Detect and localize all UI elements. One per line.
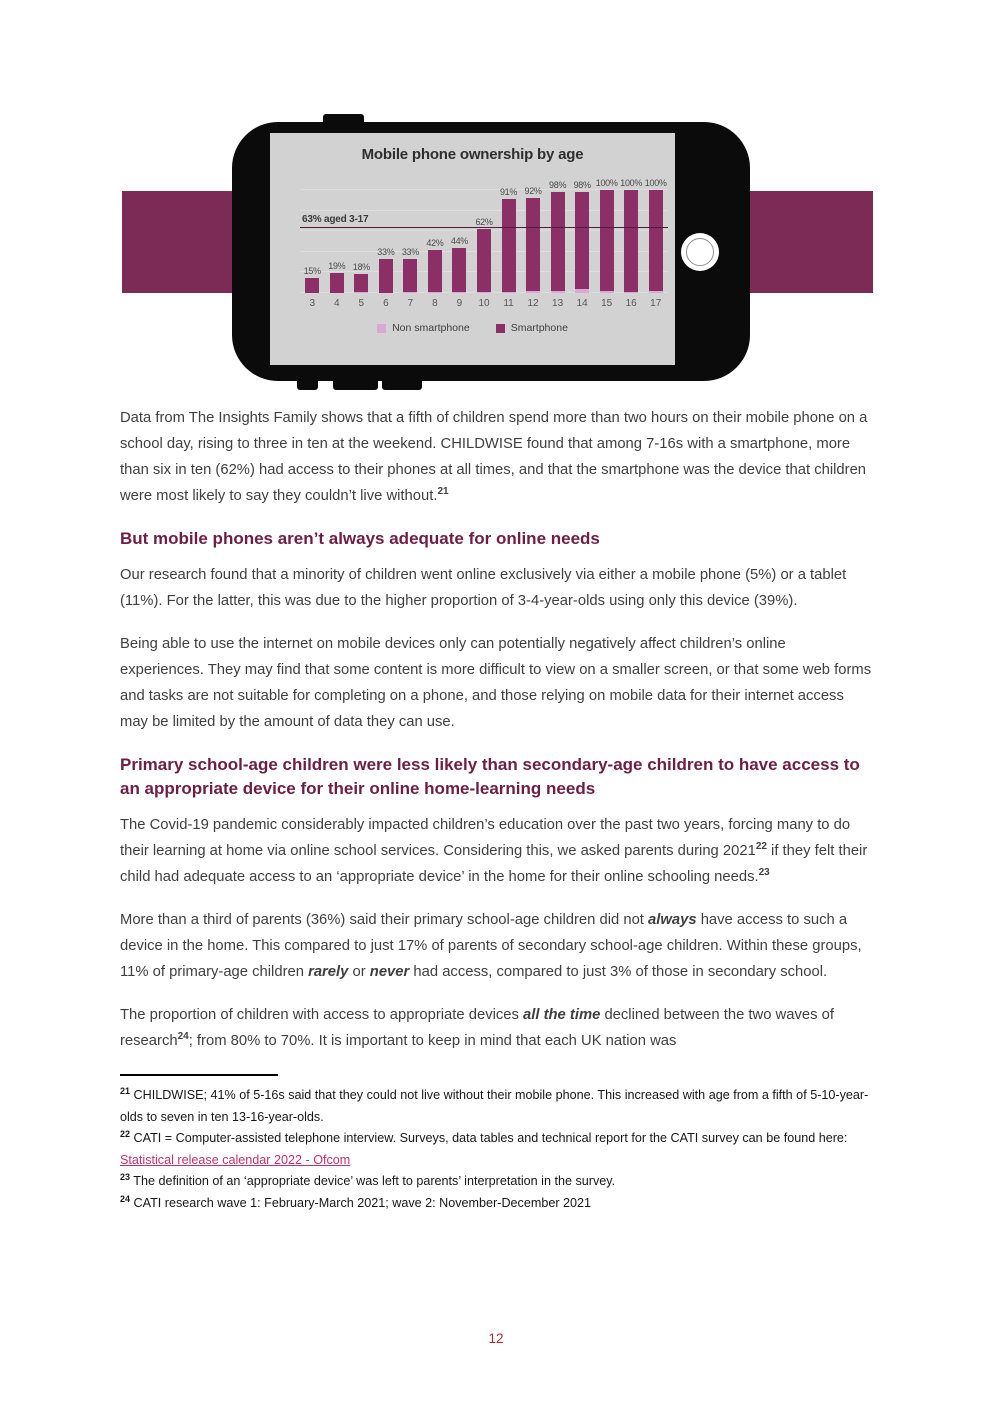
bar-non-smartphone-segment <box>403 292 417 293</box>
paragraph: The proportion of children with access to appropriate devices all the time declined between the two waves of research$^{24}$; from 80% to 70%. It is important to keep in mind that each UK nation was <box>120 1007 834 1049</box>
footnote: $^{23}$ The definition of an ‘appropriate device’ was left to parents’ interpretation in the survey. <box>120 1171 616 1188</box>
reference-line <box>300 227 668 228</box>
footnote: $^{24}$ CATI research wave 1: February-March 2021; wave 2: November-December 2021 <box>120 1193 592 1210</box>
legend-label: Non smartphone <box>392 322 470 334</box>
section-heading: But mobile phones aren’t always adequate for online needs <box>120 529 600 548</box>
page-number: 12 <box>488 1331 504 1346</box>
x-axis-label: 3 <box>309 298 316 309</box>
bar <box>379 259 393 293</box>
bar-value-label: 42% <box>426 237 444 248</box>
legend-swatch <box>377 324 386 333</box>
legend-item <box>377 322 470 334</box>
bar-value-label: 18% <box>352 262 370 273</box>
x-axis-label: 8 <box>432 298 438 309</box>
report-body <box>0 405 992 1214</box>
bar <box>551 192 565 293</box>
home-button-icon <box>681 233 719 271</box>
x-axis-label: 17 <box>650 298 662 309</box>
x-axis-label: 10 <box>478 298 490 309</box>
x-axis-label: 7 <box>407 298 414 309</box>
bar <box>502 199 516 293</box>
bar-non-smartphone-segment <box>575 289 589 293</box>
bar-non-smartphone-segment <box>428 292 442 293</box>
bar <box>649 190 663 293</box>
bar-non-smartphone-segment <box>624 292 638 293</box>
x-axis-label: 16 <box>625 298 637 309</box>
paragraph: The Covid-19 pandemic considerably impacted children’s education over the past two years, forcing many to do their learning at home via online school services. Considering this, we asked parents during 2021$^{22}$ if they felt their child had adequate access to an ‘appropriate device’ in the home for their online schooling needs.$^{23}$ <box>120 817 868 885</box>
bar-non-smartphone-segment <box>477 292 491 293</box>
phone-screen <box>270 133 675 365</box>
legend-swatch <box>496 324 505 333</box>
bar-value-label: 100% <box>644 178 667 188</box>
x-axis-label: 15 <box>601 298 613 309</box>
x-axis-label: 12 <box>527 298 539 309</box>
footnote-separator <box>120 1074 278 1076</box>
footnote-link[interactable]: Statistical release calendar 2022 - Ofcom <box>120 1152 351 1167</box>
bar-value-label: 19% <box>328 261 346 272</box>
chart-legend <box>270 322 675 334</box>
bar-non-smartphone-segment <box>502 292 516 293</box>
bar-value-label: 98% <box>573 180 591 191</box>
x-axis-label: 5 <box>358 298 365 309</box>
bar-value-label: 62% <box>475 217 493 228</box>
bar <box>477 229 491 293</box>
footnotes-section <box>120 1074 872 1214</box>
bar-value-label: 44% <box>450 235 469 246</box>
paragraph: Our research found that a minority of children went online exclusively via either a mobile phone (5%) or a tablet (11%). For the latter, this was due to the higher proportion of 3-4-year-olds using only this device (39%). <box>120 567 847 609</box>
bar-non-smartphone-segment <box>354 292 368 293</box>
bar-non-smartphone-segment <box>526 291 540 293</box>
bar-non-smartphone-segment <box>600 291 614 293</box>
paragraph: Data from The Insights Family shows that a fifth of children spend more than two hours on their mobile phone on a school day, rising to three in ten at the weekend. CHILDWISE found that among 7-16s with a smartphone, more than six in ten (62%) had access to their phones at all times, and that the smartphone was the device that children were most likely to say they couldn’t live without.$^{21}$ <box>120 410 868 504</box>
footnote: $^{21}$ CHILDWISE; 41% of 5-16s said that they could not live without their mobile phone. This increased with age from a fifth of 5-10-year-olds to seven in ten 13-16-year-olds. <box>120 1085 869 1124</box>
paragraph: Being able to use the internet on mobile devices only can potentially negatively affect children’s online experiences. They may find that some content is more difficult to view on a smaller screen, or that some web forms and tasks are not suitable for completing on a phone, and those relying on mobile data for their internet access may be limited by the amount of data they can use. <box>120 636 872 730</box>
bar <box>354 274 368 293</box>
x-axis-label: 11 <box>503 298 514 309</box>
bar <box>403 259 417 293</box>
bar-value-label: 33% <box>377 247 395 258</box>
bar <box>330 273 344 293</box>
legend-label: Smartphone <box>510 322 568 334</box>
bar-value-label: 15% <box>303 265 321 276</box>
bar-non-smartphone-segment <box>649 291 663 293</box>
footnote-list <box>120 1085 872 1214</box>
bar-value-label: 100% <box>595 178 618 188</box>
bar <box>600 190 614 293</box>
phone-illustration <box>0 0 992 405</box>
x-axis-label: 14 <box>576 298 588 309</box>
paragraph: More than a third of parents (36%) said their primary school-age children did not always have access to such a device in the home. This compared to just 17% of parents of secondary school-age children. Within these groups, 11% of primary-age children rarely or never had access, compared to just 3% of those in secondary school. <box>120 912 862 980</box>
bar-value-label: 91% <box>499 187 518 198</box>
x-axis-label: 6 <box>383 298 389 309</box>
bar <box>575 192 589 293</box>
x-axis-label: 13 <box>552 298 564 309</box>
reference-line-label: 63% aged 3-17 <box>302 214 369 226</box>
section-heading: Primary school-age children were less likely than secondary-age children to have access to an appropriate device for their online home-learning needs <box>120 755 860 798</box>
x-axis-label: 9 <box>456 298 463 309</box>
bar <box>624 190 638 293</box>
bar-non-smartphone-segment <box>452 292 466 293</box>
home-button-ring <box>686 238 714 266</box>
bar <box>526 198 540 293</box>
footnote: $^{22}$ CATI = Computer-assisted telephone interview. Surveys, data tables and technical report for the CATI survey can be found here: Statistical release calendar 2022 - Ofcom <box>120 1128 848 1167</box>
bar-value-label: 33% <box>401 247 419 258</box>
bar <box>452 248 466 293</box>
bar-value-label: 98% <box>549 180 567 191</box>
bar <box>305 278 319 293</box>
bar-chart <box>300 178 668 309</box>
bar-value-label: 100% <box>620 178 643 188</box>
x-axis-label: 4 <box>334 298 340 309</box>
bar-non-smartphone-segment <box>551 291 565 293</box>
legend-item <box>496 322 568 334</box>
bar <box>428 250 442 293</box>
bar-value-label: 92% <box>524 186 542 197</box>
chart-title: Mobile phone ownership by age <box>361 146 584 163</box>
